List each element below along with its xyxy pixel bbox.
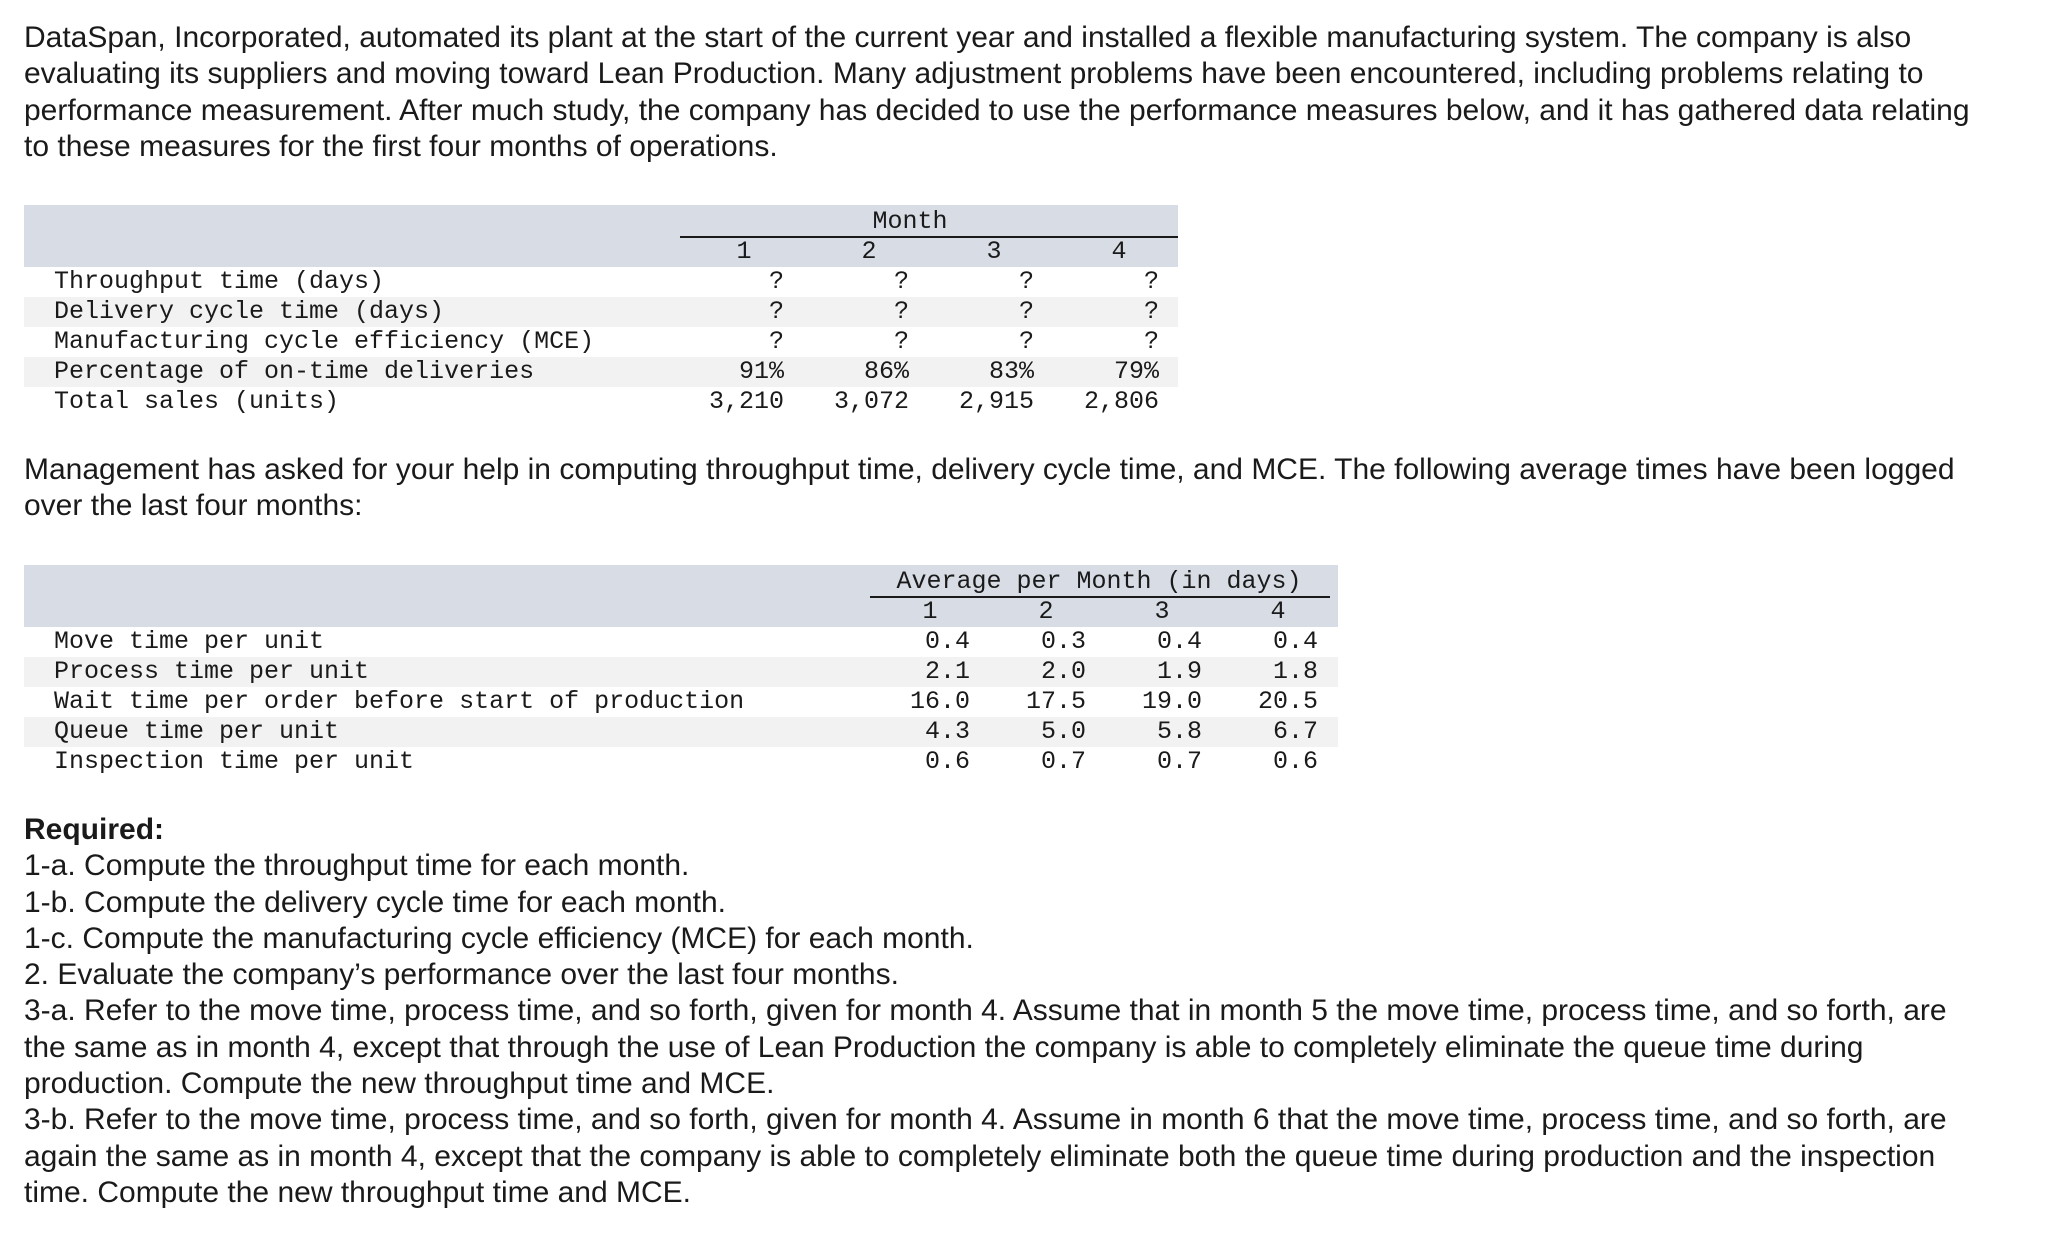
required-item: 2. Evaluate the company’s performance over the last four months. <box>24 958 899 992</box>
table-cell: ? <box>768 327 784 356</box>
table-cell: 3,210 <box>708 387 784 416</box>
table-row <box>24 627 1338 657</box>
table-cell: ? <box>1143 297 1159 326</box>
table-cell: 0.4 <box>1156 627 1202 656</box>
column-header: 1 <box>736 237 752 266</box>
required-heading: Required: <box>24 813 165 846</box>
row-label: Queue time per unit <box>54 717 340 746</box>
row-label: Move time per unit <box>54 627 325 656</box>
table-cell: ? <box>893 327 909 356</box>
row-label: Inspection time per unit <box>54 747 415 776</box>
performance-measures-table <box>24 205 1178 425</box>
table-cell: 20.5 <box>1257 687 1318 716</box>
table-cell: 2.1 <box>924 657 970 686</box>
row-label: Process time per unit <box>54 657 370 686</box>
table-cell: 5.0 <box>1040 717 1086 746</box>
table-cell: 6.7 <box>1272 717 1318 746</box>
table-cell: 0.3 <box>1040 627 1086 656</box>
management-paragraph: Management has asked for your help in computing throughput time, delivery cycle time, and MCE. The following average times have been logged over the last four months: <box>24 453 1955 523</box>
table-cell: ? <box>1143 267 1159 296</box>
table-cell: 4.3 <box>924 717 970 746</box>
table-cell: 0.4 <box>924 627 970 656</box>
table-cell: 2.0 <box>1040 657 1086 686</box>
table-cell: 79% <box>1113 357 1159 386</box>
column-header: 4 <box>1111 237 1127 266</box>
table-row <box>24 687 1338 717</box>
column-header: 4 <box>1270 597 1286 626</box>
required-section <box>24 812 1984 1211</box>
column-header: 1 <box>922 597 938 626</box>
row-label: Manufacturing cycle efficiency (MCE) <box>54 327 595 356</box>
table-cell: 86% <box>863 357 909 386</box>
table-cell: ? <box>893 267 909 296</box>
table-cell: ? <box>893 297 909 326</box>
table-cell: 3,072 <box>833 387 909 416</box>
table-cell: ? <box>1018 297 1034 326</box>
table-row <box>24 387 1178 417</box>
table-cell: ? <box>1018 327 1034 356</box>
table-row <box>24 327 1178 357</box>
row-label: Delivery cycle time (days) <box>54 297 445 326</box>
column-header: 3 <box>986 237 1002 266</box>
intro-paragraph: DataSpan, Incorporated, automated its plant at the start of the current year and installed a flexible manufacturing system. The company is also evaluating its suppliers and moving toward Lean Production. Many adjustment problems have been encountered, including problems relating to performance measurement. After much study, the company has decided to use the performance measures below, and it has gathered data relating to these measures for the first four months of operations. <box>24 21 1970 163</box>
average-times-table <box>24 565 1338 785</box>
table-cell: 91% <box>738 357 784 386</box>
table-row <box>24 267 1178 297</box>
table-cell: 0.7 <box>1156 747 1202 776</box>
table-row <box>24 357 1178 387</box>
column-header: 2 <box>861 237 877 266</box>
required-item: 1-b. Compute the delivery cycle time for each month. <box>24 885 726 919</box>
table-cell: 0.4 <box>1272 627 1318 656</box>
table-cell: 17.5 <box>1025 687 1086 716</box>
table-cell: 2,806 <box>1083 387 1159 416</box>
table-cell: ? <box>1018 267 1034 296</box>
row-label: Total sales (units) <box>54 387 340 416</box>
table-row <box>24 297 1178 327</box>
table-cell: 0.7 <box>1040 747 1086 776</box>
table-cell: ? <box>768 267 784 296</box>
average-group-header: Average per Month (in days) <box>896 567 1302 596</box>
table-cell: 1.9 <box>1156 657 1202 686</box>
table-cell: 1.8 <box>1272 657 1318 686</box>
row-label: Percentage of on-time deliveries <box>54 357 535 386</box>
month-group-header: Month <box>872 207 948 236</box>
table-cell: 16.0 <box>909 687 970 716</box>
table-cell: 5.8 <box>1156 717 1202 746</box>
table-row <box>24 747 1338 777</box>
column-header: 2 <box>1038 597 1054 626</box>
row-label: Throughput time (days) <box>54 267 385 296</box>
table-cell: 2,915 <box>958 387 1034 416</box>
column-header: 3 <box>1154 597 1170 626</box>
required-item: 1-a. Compute the throughput time for each month. <box>24 849 690 883</box>
table-cell: 0.6 <box>924 747 970 776</box>
table-cell: 0.6 <box>1272 747 1318 776</box>
table-cell: 19.0 <box>1141 687 1202 716</box>
table-cell: 83% <box>988 357 1034 386</box>
table-row <box>24 717 1338 747</box>
required-item: 3-a. Refer to the move time, process time, and so forth, given for month 4. Assume that in month 5 the move time, process time, and so forth, are the same as in month 4, except that through the use of Lean Production the company is able to completely eliminate the queue time during production. Compute the new throughput time and MCE. <box>24 994 1947 1101</box>
table-cell: ? <box>1143 327 1159 356</box>
required-item: 3-b. Refer to the move time, process time, and so forth, given for month 4. Assume in month 6 that the move time, process time, and so forth, are again the same as in month 4, except that the company is able to completely eliminate both the queue time during production and the inspection time. Compute the new throughput time and MCE. <box>24 1103 1947 1209</box>
required-item: 1-c. Compute the manufacturing cycle efficiency (MCE) for each month. <box>24 921 974 955</box>
table-row <box>24 657 1338 687</box>
row-label: Wait time per order before start of production <box>54 687 745 716</box>
table-cell: ? <box>768 297 784 326</box>
